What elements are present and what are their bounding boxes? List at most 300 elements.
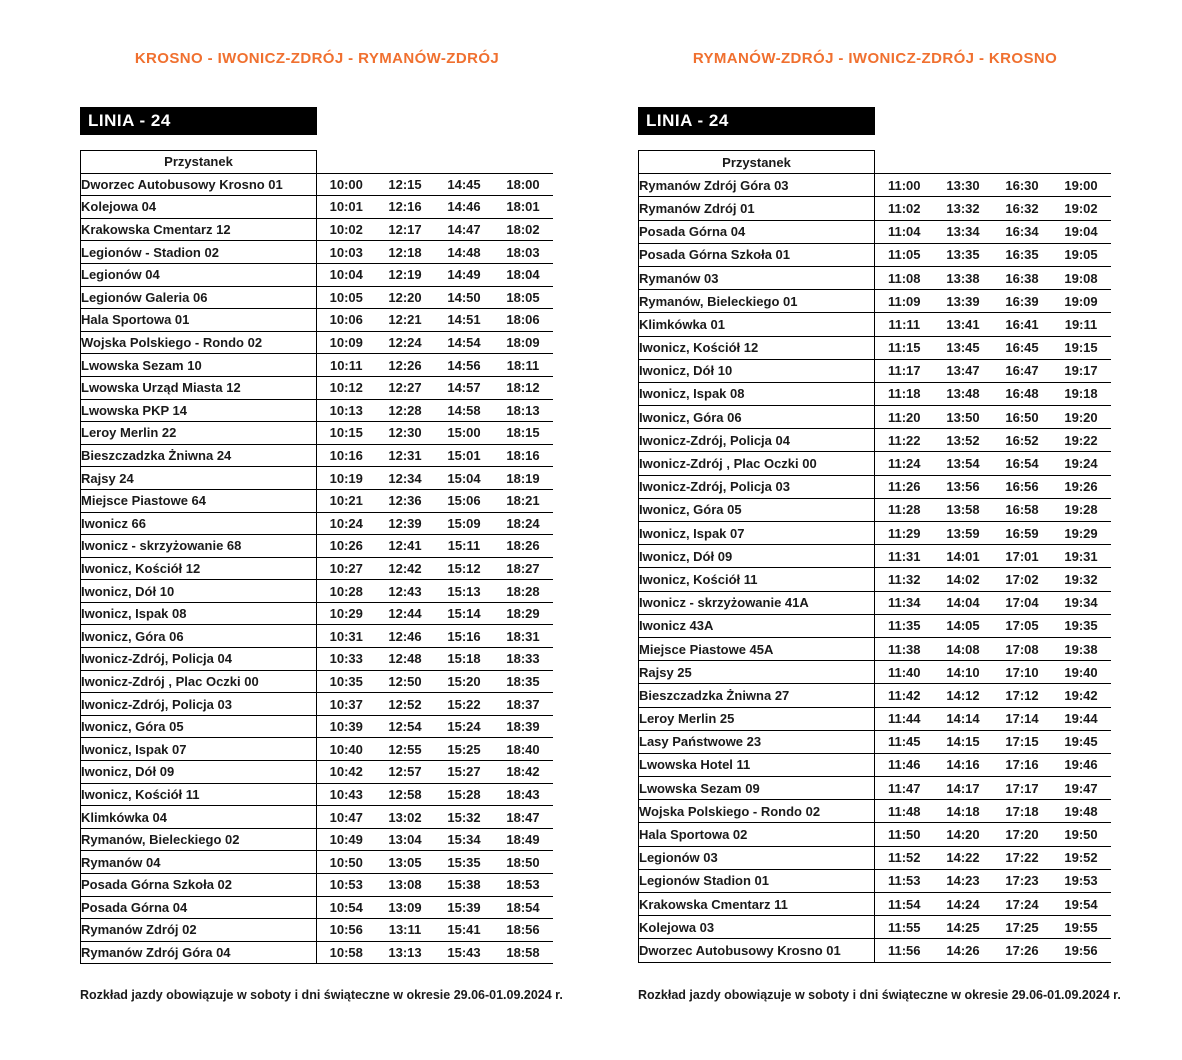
timetable-row [81, 783, 553, 806]
stop-name-cell: Posada Górna 04 [639, 220, 875, 243]
departure-time-cell: 16:32 [993, 197, 1052, 220]
stop-name-cell: Krakowska Cmentarz 11 [639, 893, 875, 916]
timetable-row [639, 545, 1111, 568]
stop-name-cell: Rymanów, Bieleckiego 02 [81, 828, 317, 851]
departure-time-cell: 10:26 [317, 535, 376, 558]
departure-time-cell: 12:55 [376, 738, 435, 761]
departure-time-cell: 19:05 [1052, 243, 1111, 266]
departure-time-cell: 15:00 [435, 422, 494, 445]
departure-time-cell: 18:54 [494, 896, 553, 919]
departure-time-cell: 16:56 [993, 475, 1052, 498]
departure-time-cell: 10:02 [317, 218, 376, 241]
stop-name-cell: Wojska Polskiego - Rondo 02 [81, 331, 317, 354]
departure-time-cell: 13:38 [934, 266, 993, 289]
departure-time-cell: 17:04 [993, 591, 1052, 614]
stop-name-cell: Rymanów Zdrój 02 [81, 919, 317, 942]
departure-time-cell: 11:22 [875, 429, 934, 452]
stop-name-cell: Iwonicz-Zdrój, Policja 04 [81, 648, 317, 671]
departure-time-cell: 10:39 [317, 715, 376, 738]
departure-time-cell: 14:12 [934, 684, 993, 707]
departure-time-cell: 18:09 [494, 331, 553, 354]
departure-time-cell: 17:12 [993, 684, 1052, 707]
timetable-row [639, 220, 1111, 243]
departure-time-cell: 14:49 [435, 263, 494, 286]
departure-time-cell: 15:12 [435, 557, 494, 580]
timetable-row [639, 174, 1111, 197]
departure-time-cell: 10:49 [317, 828, 376, 851]
departure-time-cell: 17:15 [993, 730, 1052, 753]
timetable-row [639, 916, 1111, 939]
stop-name-cell: Iwonicz, Ispak 08 [639, 382, 875, 405]
stop-name-cell: Legionów - Stadion 02 [81, 241, 317, 264]
departure-time-cell: 11:15 [875, 336, 934, 359]
departure-time-cell: 18:06 [494, 309, 553, 332]
departure-time-cell: 17:01 [993, 545, 1052, 568]
stop-name-cell: Lwowska Sezam 10 [81, 354, 317, 377]
departure-time-cell: 12:42 [376, 557, 435, 580]
departure-time-cell: 10:03 [317, 241, 376, 264]
departure-time-cell: 13:52 [934, 429, 993, 452]
stop-name-cell: Kolejowa 04 [81, 196, 317, 219]
time-column-header [494, 151, 553, 174]
timetable-row [81, 196, 553, 219]
timetable-row [81, 422, 553, 445]
departure-time-cell: 19:45 [1052, 730, 1111, 753]
departure-time-cell: 19:08 [1052, 266, 1111, 289]
stop-name-cell: Iwonicz, Ispak 07 [639, 522, 875, 545]
departure-time-cell: 11:35 [875, 614, 934, 637]
stop-column-header: Przystanek [81, 151, 317, 174]
departure-time-cell: 11:00 [875, 174, 934, 197]
departure-time-cell: 10:27 [317, 557, 376, 580]
departure-time-cell: 15:01 [435, 444, 494, 467]
stop-name-cell: Dworzec Autobusowy Krosno 01 [639, 939, 875, 962]
departure-time-cell: 16:58 [993, 498, 1052, 521]
timetable-row [81, 738, 553, 761]
timetable-row [639, 823, 1111, 846]
departure-time-cell: 16:59 [993, 522, 1052, 545]
departure-time-cell: 10:29 [317, 602, 376, 625]
timetable-row [81, 648, 553, 671]
departure-time-cell: 14:23 [934, 869, 993, 892]
timetable-row [81, 241, 553, 264]
departure-time-cell: 14:46 [435, 196, 494, 219]
departure-time-cell: 19:34 [1052, 591, 1111, 614]
timetable-row [639, 707, 1111, 730]
departure-time-cell: 13:59 [934, 522, 993, 545]
stop-name-cell: Iwonicz-Zdrój, Policja 04 [639, 429, 875, 452]
departure-time-cell: 15:18 [435, 648, 494, 671]
timetable-row [639, 939, 1111, 962]
stop-name-cell: Iwonicz, Dół 10 [81, 580, 317, 603]
departure-time-cell: 19:18 [1052, 382, 1111, 405]
departure-time-cell: 19:20 [1052, 406, 1111, 429]
timetable-row [639, 684, 1111, 707]
timetable-row [81, 173, 553, 196]
departure-time-cell: 14:47 [435, 218, 494, 241]
departure-time-cell: 19:09 [1052, 290, 1111, 313]
timetable-row [81, 399, 553, 422]
timetable-row [81, 874, 553, 897]
departure-time-cell: 15:39 [435, 896, 494, 919]
stop-name-cell: Iwonicz-Zdrój, Policja 03 [639, 475, 875, 498]
timetable-row [81, 896, 553, 919]
departure-time-cell: 18:31 [494, 625, 553, 648]
departure-time-cell: 19:54 [1052, 893, 1111, 916]
departure-time-cell: 19:24 [1052, 452, 1111, 475]
line-banner: LINIA - 24 [80, 107, 317, 135]
departure-time-cell: 12:54 [376, 715, 435, 738]
departure-time-cell: 15:06 [435, 489, 494, 512]
departure-time-cell: 19:52 [1052, 846, 1111, 869]
departure-time-cell: 13:30 [934, 174, 993, 197]
departure-time-cell: 18:33 [494, 648, 553, 671]
stop-name-cell: Iwonicz, Kościół 11 [81, 783, 317, 806]
departure-time-cell: 16:47 [993, 359, 1052, 382]
departure-time-cell: 10:53 [317, 874, 376, 897]
departure-time-cell: 15:22 [435, 693, 494, 716]
stop-name-cell: Iwonicz 43A [639, 614, 875, 637]
stop-name-cell: Lwowska Hotel 11 [639, 753, 875, 776]
departure-time-cell: 12:31 [376, 444, 435, 467]
stop-name-cell: Bieszczadzka Żniwna 27 [639, 684, 875, 707]
departure-time-cell: 12:26 [376, 354, 435, 377]
departure-time-cell: 13:09 [376, 896, 435, 919]
departure-time-cell: 13:04 [376, 828, 435, 851]
departure-time-cell: 11:55 [875, 916, 934, 939]
departure-time-cell: 15:43 [435, 941, 494, 964]
departure-time-cell: 17:24 [993, 893, 1052, 916]
departure-time-cell: 11:47 [875, 777, 934, 800]
departure-time-cell: 13:34 [934, 220, 993, 243]
departure-time-cell: 10:21 [317, 489, 376, 512]
departure-time-cell: 11:34 [875, 591, 934, 614]
departure-time-cell: 17:10 [993, 661, 1052, 684]
line-banner: LINIA - 24 [638, 107, 875, 135]
timetable-row [639, 846, 1111, 869]
stop-name-cell: Legionów 04 [81, 263, 317, 286]
departure-time-cell: 18:47 [494, 806, 553, 829]
departure-time-cell: 15:24 [435, 715, 494, 738]
departure-time-cell: 16:45 [993, 336, 1052, 359]
departure-time-cell: 11:38 [875, 637, 934, 660]
departure-time-cell: 19:48 [1052, 800, 1111, 823]
timetable-row [81, 715, 553, 738]
departure-time-cell: 15:16 [435, 625, 494, 648]
departure-time-cell: 18:35 [494, 670, 553, 693]
timetable-row [81, 467, 553, 490]
departure-time-cell: 14:17 [934, 777, 993, 800]
departure-time-cell: 16:30 [993, 174, 1052, 197]
timetable-row [639, 197, 1111, 220]
timetable-row [81, 286, 553, 309]
departure-time-cell: 11:29 [875, 522, 934, 545]
stop-name-cell: Miejsce Piastowe 64 [81, 489, 317, 512]
timetable-row [81, 580, 553, 603]
timetable-row [81, 625, 553, 648]
departure-time-cell: 18:27 [494, 557, 553, 580]
timetable-row [639, 777, 1111, 800]
departure-time-cell: 17:17 [993, 777, 1052, 800]
departure-time-cell: 10:35 [317, 670, 376, 693]
stop-name-cell: Posada Górna Szkoła 02 [81, 874, 317, 897]
stop-name-cell: Iwonicz 66 [81, 512, 317, 535]
timetable-row [81, 354, 553, 377]
departure-time-cell: 19:46 [1052, 753, 1111, 776]
departure-time-cell: 18:40 [494, 738, 553, 761]
departure-time-cell: 19:15 [1052, 336, 1111, 359]
departure-time-cell: 18:50 [494, 851, 553, 874]
departure-time-cell: 17:14 [993, 707, 1052, 730]
departure-time-cell: 15:28 [435, 783, 494, 806]
departure-time-cell: 11:05 [875, 243, 934, 266]
stop-name-cell: Iwonicz - skrzyżowanie 68 [81, 535, 317, 558]
stop-name-cell: Rymanów Zdrój Góra 03 [639, 174, 875, 197]
stop-name-cell: Lwowska Sezam 09 [639, 777, 875, 800]
departure-time-cell: 14:48 [435, 241, 494, 264]
timetable-row [81, 806, 553, 829]
departure-time-cell: 10:42 [317, 761, 376, 784]
timetable-row [639, 313, 1111, 336]
departure-time-cell: 18:42 [494, 761, 553, 784]
departure-time-cell: 10:54 [317, 896, 376, 919]
timetable-row [639, 753, 1111, 776]
departure-time-cell: 18:24 [494, 512, 553, 535]
departure-time-cell: 18:02 [494, 218, 553, 241]
departure-time-cell: 10:19 [317, 467, 376, 490]
departure-time-cell: 18:01 [494, 196, 553, 219]
departure-time-cell: 17:16 [993, 753, 1052, 776]
departure-time-cell: 16:41 [993, 313, 1052, 336]
departure-time-cell: 10:12 [317, 376, 376, 399]
departure-time-cell: 19:26 [1052, 475, 1111, 498]
departure-time-cell: 15:34 [435, 828, 494, 851]
departure-time-cell: 11:18 [875, 382, 934, 405]
departure-time-cell: 18:03 [494, 241, 553, 264]
departure-time-cell: 18:43 [494, 783, 553, 806]
departure-time-cell: 19:02 [1052, 197, 1111, 220]
departure-time-cell: 18:58 [494, 941, 553, 964]
timetable-header-row [639, 151, 1111, 174]
timetable-row [639, 359, 1111, 382]
departure-time-cell: 12:57 [376, 761, 435, 784]
stop-name-cell: Klimkówka 04 [81, 806, 317, 829]
route-title: RYMANÓW-ZDRÓJ - IWONICZ-ZDRÓJ - KROSNO [692, 50, 1058, 67]
departure-time-cell: 15:32 [435, 806, 494, 829]
stop-name-cell: Rymanów Zdrój Góra 04 [81, 941, 317, 964]
departure-time-cell: 10:06 [317, 309, 376, 332]
departure-time-cell: 13:48 [934, 382, 993, 405]
timetable-row [639, 800, 1111, 823]
timetable-panel-return [638, 0, 1121, 1060]
departure-time-cell: 12:21 [376, 309, 435, 332]
departure-time-cell: 13:32 [934, 197, 993, 220]
departure-time-cell: 12:50 [376, 670, 435, 693]
departure-time-cell: 18:39 [494, 715, 553, 738]
departure-time-cell: 19:35 [1052, 614, 1111, 637]
departure-time-cell: 18:12 [494, 376, 553, 399]
departure-time-cell: 15:13 [435, 580, 494, 603]
departure-time-cell: 17:08 [993, 637, 1052, 660]
timetable-row [639, 429, 1111, 452]
stop-name-cell: Rymanów 03 [639, 266, 875, 289]
departure-time-cell: 18:15 [494, 422, 553, 445]
stop-name-cell: Bieszczadzka Żniwna 24 [81, 444, 317, 467]
departure-time-cell: 18:28 [494, 580, 553, 603]
departure-time-cell: 12:48 [376, 648, 435, 671]
stop-name-cell: Legionów Stadion 01 [639, 869, 875, 892]
departure-time-cell: 11:46 [875, 753, 934, 776]
departure-time-cell: 19:32 [1052, 568, 1111, 591]
departure-time-cell: 19:17 [1052, 359, 1111, 382]
departure-time-cell: 11:53 [875, 869, 934, 892]
timetable-row [639, 522, 1111, 545]
departure-time-cell: 11:56 [875, 939, 934, 962]
timetable-row [81, 489, 553, 512]
departure-time-cell: 17:22 [993, 846, 1052, 869]
stop-name-cell: Rymanów, Bieleckiego 01 [639, 290, 875, 313]
timetable-row [81, 828, 553, 851]
departure-time-cell: 14:54 [435, 331, 494, 354]
departure-time-cell: 12:16 [376, 196, 435, 219]
timetable-row [81, 851, 553, 874]
departure-time-cell: 10:33 [317, 648, 376, 671]
departure-time-cell: 19:11 [1052, 313, 1111, 336]
stop-name-cell: Wojska Polskiego - Rondo 02 [639, 800, 875, 823]
timetable-row [639, 382, 1111, 405]
departure-time-cell: 13:54 [934, 452, 993, 475]
stop-name-cell: Iwonicz, Dół 09 [81, 761, 317, 784]
departure-time-cell: 19:53 [1052, 869, 1111, 892]
departure-time-cell: 12:30 [376, 422, 435, 445]
validity-note: Rozkład jazdy obowiązuje w soboty i dni świąteczne w okresie 29.06-01.09.2024 r. [638, 988, 1121, 1002]
departure-time-cell: 10:37 [317, 693, 376, 716]
departure-time-cell: 17:20 [993, 823, 1052, 846]
departure-time-cell: 11:20 [875, 406, 934, 429]
departure-time-cell: 19:04 [1052, 220, 1111, 243]
departure-time-cell: 19:38 [1052, 637, 1111, 660]
time-column-header [934, 151, 993, 174]
stop-name-cell: Dworzec Autobusowy Krosno 01 [81, 173, 317, 196]
departure-time-cell: 11:08 [875, 266, 934, 289]
departure-time-cell: 13:56 [934, 475, 993, 498]
timetable-row [639, 637, 1111, 660]
departure-time-cell: 17:05 [993, 614, 1052, 637]
departure-time-cell: 11:32 [875, 568, 934, 591]
departure-time-cell: 12:44 [376, 602, 435, 625]
departure-time-cell: 11:26 [875, 475, 934, 498]
timetable-row [639, 591, 1111, 614]
departure-time-cell: 17:23 [993, 869, 1052, 892]
timetable-row [81, 761, 553, 784]
departure-time-cell: 10:04 [317, 263, 376, 286]
route-title: KROSNO - IWONICZ-ZDRÓJ - RYMANÓW-ZDRÓJ [134, 50, 500, 67]
departure-time-cell: 14:51 [435, 309, 494, 332]
stop-name-cell: Iwonicz, Dół 10 [639, 359, 875, 382]
stop-name-cell: Iwonicz-Zdrój , Plac Oczki 00 [81, 670, 317, 693]
departure-time-cell: 11:44 [875, 707, 934, 730]
timetable-row [639, 568, 1111, 591]
departure-time-cell: 11:17 [875, 359, 934, 382]
timetable-row [81, 919, 553, 942]
timetable-row [81, 512, 553, 535]
stop-name-cell: Iwonicz-Zdrój , Plac Oczki 00 [639, 452, 875, 475]
departure-time-cell: 10:15 [317, 422, 376, 445]
stop-name-cell: Rajsy 25 [639, 661, 875, 684]
departure-time-cell: 13:58 [934, 498, 993, 521]
timetable-row [639, 661, 1111, 684]
departure-time-cell: 10:01 [317, 196, 376, 219]
departure-time-cell: 19:28 [1052, 498, 1111, 521]
departure-time-cell: 10:40 [317, 738, 376, 761]
stop-name-cell: Lwowska PKP 14 [81, 399, 317, 422]
timetable-row [81, 693, 553, 716]
timetable-row [639, 730, 1111, 753]
departure-time-cell: 12:17 [376, 218, 435, 241]
departure-time-cell: 11:42 [875, 684, 934, 707]
stop-name-cell: Iwonicz, Góra 05 [81, 715, 317, 738]
stop-name-cell: Lasy Państwowe 23 [639, 730, 875, 753]
departure-time-cell: 11:52 [875, 846, 934, 869]
departure-time-cell: 14:02 [934, 568, 993, 591]
stop-name-cell: Leroy Merlin 22 [81, 422, 317, 445]
departure-time-cell: 16:52 [993, 429, 1052, 452]
departure-time-cell: 18:05 [494, 286, 553, 309]
timetable-row [639, 614, 1111, 637]
departure-time-cell: 17:02 [993, 568, 1052, 591]
departure-time-cell: 15:20 [435, 670, 494, 693]
departure-time-cell: 19:29 [1052, 522, 1111, 545]
departure-time-cell: 11:45 [875, 730, 934, 753]
stop-name-cell: Iwonicz, Kościół 11 [639, 568, 875, 591]
departure-time-cell: 18:04 [494, 263, 553, 286]
departure-time-cell: 12:46 [376, 625, 435, 648]
departure-time-cell: 14:56 [435, 354, 494, 377]
departure-time-cell: 18:16 [494, 444, 553, 467]
departure-time-cell: 18:21 [494, 489, 553, 512]
departure-time-cell: 13:05 [376, 851, 435, 874]
departure-time-cell: 12:15 [376, 173, 435, 196]
departure-time-cell: 12:28 [376, 399, 435, 422]
timetable-row [81, 602, 553, 625]
stop-name-cell: Legionów 03 [639, 846, 875, 869]
stop-name-cell: Hala Sportowa 01 [81, 309, 317, 332]
departure-time-cell: 14:26 [934, 939, 993, 962]
departure-time-cell: 14:16 [934, 753, 993, 776]
departure-time-cell: 14:01 [934, 545, 993, 568]
stop-name-cell: Iwonicz-Zdrój, Policja 03 [81, 693, 317, 716]
timetable-row [639, 290, 1111, 313]
stop-name-cell: Rymanów Zdrój 01 [639, 197, 875, 220]
departure-time-cell: 13:35 [934, 243, 993, 266]
timetable-row [639, 498, 1111, 521]
stop-name-cell: Iwonicz, Góra 05 [639, 498, 875, 521]
timetable-row [81, 309, 553, 332]
departure-time-cell: 13:39 [934, 290, 993, 313]
stop-name-cell: Miejsce Piastowe 45A [639, 637, 875, 660]
departure-time-cell: 10:05 [317, 286, 376, 309]
departure-time-cell: 15:14 [435, 602, 494, 625]
departure-time-cell: 14:25 [934, 916, 993, 939]
departure-time-cell: 14:04 [934, 591, 993, 614]
timetable-row [81, 535, 553, 558]
departure-time-cell: 15:41 [435, 919, 494, 942]
departure-time-cell: 12:52 [376, 693, 435, 716]
departure-time-cell: 10:09 [317, 331, 376, 354]
departure-time-cell: 11:31 [875, 545, 934, 568]
departure-time-cell: 14:57 [435, 376, 494, 399]
departure-time-cell: 19:44 [1052, 707, 1111, 730]
